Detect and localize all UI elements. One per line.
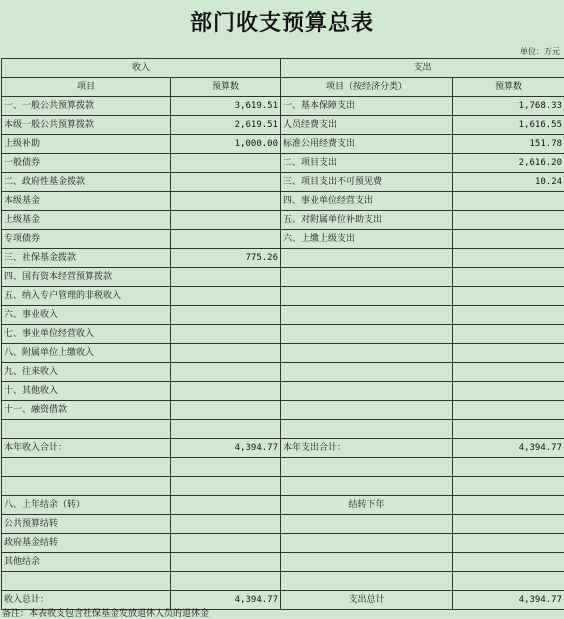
income-value (171, 515, 281, 534)
table-row (2, 268, 564, 287)
expense-value (453, 534, 564, 553)
table-row (2, 230, 564, 249)
income-value (171, 534, 281, 553)
income-value: 1,000.00 (171, 135, 281, 154)
expense-item (281, 344, 453, 363)
expense-total-label: 支出总计 (281, 591, 453, 610)
expense-item: 标准公用经费支出 (281, 135, 453, 154)
income-item: 四、国有资本经营预算拨款 (2, 268, 171, 287)
expense-value (453, 325, 564, 344)
page-title: 部门收支预算总表 (189, 11, 374, 36)
expense-value: 1,616.55 (453, 116, 564, 135)
table-row (2, 154, 564, 173)
expense-item (281, 572, 453, 591)
unit-label: 单位：万元 (520, 47, 560, 56)
table-row (2, 382, 564, 401)
expense-value: 1,768.33 (453, 97, 564, 116)
table-row (2, 97, 564, 116)
expense-value (453, 458, 564, 477)
income-item: 三、社保基金拨款 (2, 249, 171, 268)
expense-item (281, 553, 453, 572)
income-value (171, 477, 281, 496)
footnote: 备注：本表收支包含社保基金发放退休人员的退休金 (2, 609, 210, 619)
income-value (171, 553, 281, 572)
table-row (2, 420, 564, 439)
expense-item: 四、事业单位经营支出 (281, 192, 453, 211)
income-item (2, 572, 171, 591)
expense-value (453, 211, 564, 230)
expense-value (453, 268, 564, 287)
expense-value (453, 192, 564, 211)
expense-value (453, 249, 564, 268)
income-value: 775.26 (171, 249, 281, 268)
income-item: 二、政府性基金拨款 (2, 173, 171, 192)
expense-item: 人员经费支出 (281, 116, 453, 135)
income-value (171, 496, 281, 515)
expense-value (453, 553, 564, 572)
table-row (2, 135, 564, 154)
expense-item (281, 287, 453, 306)
expense-item (281, 382, 453, 401)
income-item: 上级基金 (2, 211, 171, 230)
expense-subtotal-label: 本年支出合计： (281, 439, 453, 458)
income-item: 十、其他收入 (2, 382, 171, 401)
expense-item (281, 477, 453, 496)
income-budget-header: 预算数 (171, 78, 281, 97)
expense-value (453, 401, 564, 420)
income-item: 政府基金结转 (2, 534, 171, 553)
income-item: 八、附属单位上缴收入 (2, 344, 171, 363)
expense-item (281, 363, 453, 382)
income-value (171, 230, 281, 249)
income-value (171, 268, 281, 287)
income-item: 九、往来收入 (2, 363, 171, 382)
expense-item (281, 534, 453, 553)
income-value (171, 420, 281, 439)
expense-value: 2,616.20 (453, 154, 564, 173)
table-row (2, 534, 564, 553)
income-item: 七、事业单位经营收入 (2, 325, 171, 344)
income-item: 本级基金 (2, 192, 171, 211)
income-value (171, 306, 281, 325)
income-item: 专项债券 (2, 230, 171, 249)
expense-item-header: 项目（按经济分类） (281, 78, 453, 97)
table-header-row-2 (2, 78, 564, 97)
income-item: 六、事业收入 (2, 306, 171, 325)
table-row (2, 249, 564, 268)
income-value: 2,619.51 (171, 116, 281, 135)
income-value (171, 401, 281, 420)
expense-item (281, 458, 453, 477)
income-value (171, 287, 281, 306)
income-value: 3,619.51 (171, 97, 281, 116)
table-row (2, 192, 564, 211)
table-row (2, 344, 564, 363)
income-value (171, 382, 281, 401)
income-value (171, 211, 281, 230)
table-row (2, 496, 564, 515)
income-item: 一、一般公共预算拨款 (2, 97, 171, 116)
expense-value (453, 515, 564, 534)
income-value (171, 173, 281, 192)
income-value (171, 572, 281, 591)
income-value (171, 363, 281, 382)
expense-value: 10.24 (453, 173, 564, 192)
income-subtotal-label: 本年收入合计： (2, 439, 171, 458)
expense-budget-header: 预算数 (453, 78, 564, 97)
income-item: 十一、融资借款 (2, 401, 171, 420)
income-header: 收入 (2, 59, 281, 78)
income-value (171, 458, 281, 477)
income-item: 本级一般公共预算拨款 (2, 116, 171, 135)
table-row (2, 477, 564, 496)
expense-item (281, 325, 453, 344)
income-subtotal-value: 4,394.77 (171, 439, 281, 458)
income-item: 八、上年结余（转） (2, 496, 171, 515)
income-item: 公共预算结转 (2, 515, 171, 534)
expense-item: 六、上缴上级支出 (281, 230, 453, 249)
expense-item: 一、基本保障支出 (281, 97, 453, 116)
expense-item (281, 306, 453, 325)
expense-value (453, 230, 564, 249)
expense-value (453, 344, 564, 363)
expense-item: 五、对附属单位补助支出 (281, 211, 453, 230)
table-row (2, 458, 564, 477)
expense-value (453, 363, 564, 382)
table-row-subtotal (2, 439, 564, 458)
expense-value: 151.78 (453, 135, 564, 154)
expense-value (453, 477, 564, 496)
income-value (171, 325, 281, 344)
income-total-value: 4,394.77 (171, 591, 281, 610)
expense-value (453, 572, 564, 591)
expense-value (453, 382, 564, 401)
table-row (2, 553, 564, 572)
table-row (2, 515, 564, 534)
income-item (2, 420, 171, 439)
income-item: 五、纳入专户管理的非税收入 (2, 287, 171, 306)
expense-item: 二、项目支出 (281, 154, 453, 173)
expense-value (453, 287, 564, 306)
budget-table (1, 58, 564, 610)
income-item-header: 项目 (2, 78, 171, 97)
income-value (171, 154, 281, 173)
expense-subtotal-value: 4,394.77 (453, 439, 564, 458)
income-total-label: 收入总计： (2, 591, 171, 610)
expense-total-value: 4,394.77 (453, 591, 564, 610)
table-row (2, 572, 564, 591)
expense-value (453, 306, 564, 325)
income-value (171, 344, 281, 363)
expense-header: 支出 (281, 59, 564, 78)
expense-item: 结转下年 (281, 496, 453, 515)
income-item (2, 477, 171, 496)
table-row (2, 306, 564, 325)
table-row (2, 173, 564, 192)
income-item: 一般债券 (2, 154, 171, 173)
income-item: 上级补助 (2, 135, 171, 154)
income-value (171, 192, 281, 211)
expense-value (453, 420, 564, 439)
table-row (2, 363, 564, 382)
expense-item (281, 515, 453, 534)
expense-item: 三、项目支出不可预见费 (281, 173, 453, 192)
expense-value (453, 496, 564, 515)
expense-item (281, 249, 453, 268)
table-row (2, 116, 564, 135)
table-row (2, 401, 564, 420)
table-row (2, 287, 564, 306)
expense-item (281, 401, 453, 420)
expense-item (281, 420, 453, 439)
income-item: 其他结余 (2, 553, 171, 572)
expense-item (281, 268, 453, 287)
table-row (2, 211, 564, 230)
table-header-row-1 (2, 59, 564, 78)
table-row (2, 325, 564, 344)
income-item (2, 458, 171, 477)
